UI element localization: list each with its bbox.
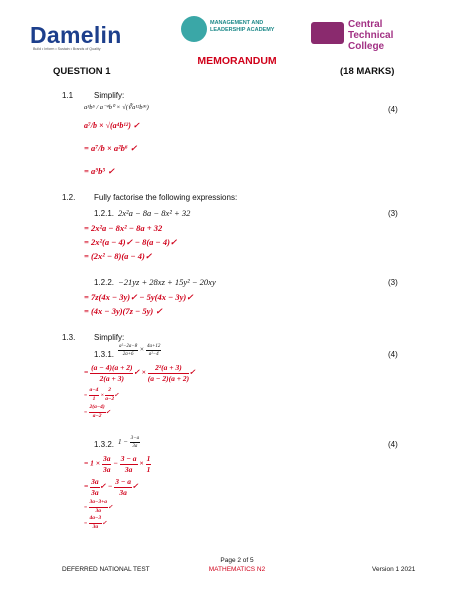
q131-step3: = $\frac{2(a-4)}{a-2}$ ✓ [84,404,111,419]
q11-marks: (4) [388,105,398,114]
q11-step1: a⁷/b × √(a⁴b¹²) ✓ [84,121,140,130]
mla-logo-icon [181,16,207,42]
q131-step1: = $\frac{(a - 4)(a + 2)}{2(a + 3)}$ ✓ × $\frac{\text{2²(a + 3)}}{(a - 2)(a + 2)}$ ✓ [84,363,196,383]
footer-right: Version 1 2021 [372,566,416,573]
q121-number: 1.2.1. [94,209,115,218]
question-marks: (18 MARKS) [340,66,395,77]
damelin-logo: Damelin [30,22,122,48]
footer-left: DEFERRED NATIONAL TEST [62,566,150,573]
q11-problem: a³b⁵ / a⁻⁴b⁰ × √(∛a¹²b³⁶) [84,104,149,111]
q121-step3: = (2x² − 8)(a − 4)✓ [84,251,153,261]
q122-problem: −21yz + 28xz + 15y² − 20xy [118,277,216,287]
q12-number: 1.2. [62,193,76,202]
footer-center: MATHEMATICS N2 [208,566,266,573]
ctc-logo-text: Central Technical College [348,19,394,52]
q122-marks: (3) [388,278,398,287]
q121-problem: 2x²a − 8a − 8x² + 32 [118,208,191,218]
q131-problem: $\frac{\text{a²−2a−8}}{2a+6}$ × $\frac{4a+12}{\text{a²−4}}$ [119,344,161,357]
q132-step4: = $\frac{4a-3}{3a}$ ✓ [84,515,107,530]
damelin-tagline: Build • Inform • Sustain • Brands of Quality [33,47,101,51]
q132-step2: = $\frac{3a}{3a}$ ✓ − $\frac{3 - a}{3a}$ ✓ [84,477,139,497]
q121-step2: = 2x²(a − 4)✓ − 8(a − 4)✓ [84,237,178,247]
q132-marks: (4) [388,440,398,449]
q132-problem: 1 − $\frac{3-a}{3a}$ [118,436,140,449]
q131-step2: = $\frac{a-4}{1}$ × $\frac{2}{a-2}$ ✓ [84,387,119,402]
q131-number: 1.3.1. [94,350,115,359]
page-number: Page 2 of 5 [220,557,254,564]
q122-step2: = (4x − 3y)(7z − 5y) ✓ [84,306,163,316]
q132-number: 1.3.2. [94,440,115,449]
q132-step3: = $\frac{3a-3+a}{3a}$ ✓ [84,499,113,514]
q13-instruction: Simplify: [94,333,125,342]
q12-instruction: Fully factorise the following expressions: [94,193,238,202]
q131-marks: (4) [388,350,398,359]
q122-step1: = 7z(4x − 3y)✓ − 5y(4x − 3y)✓ [84,292,194,302]
mla-logo-text: MANAGEMENT AND LEADERSHIP ACADEMY [210,20,275,33]
q11-step3: = a⁹b⁵ ✓ [84,166,115,176]
q121-marks: (3) [388,209,398,218]
ctc-logo-icon [311,22,344,44]
q121-step1: = 2x²a − 8x² − 8a + 32 [84,223,163,233]
q11-step2: = a⁷/b × a²b⁶ ✓ [84,143,138,153]
q11-number: 1.1 [62,91,74,100]
question-label: QUESTION 1 [53,66,111,77]
q122-number: 1.2.2. [94,278,115,287]
q13-number: 1.3. [62,333,76,342]
q132-step1: = 1 × $\frac{3a}{3a}$ − $\frac{3 - a}{3a}$ × $\frac{1}{1}$ [84,454,151,474]
page-title: MEMORANDUM [197,55,277,67]
q11-instruction: Simplify: [94,91,125,100]
